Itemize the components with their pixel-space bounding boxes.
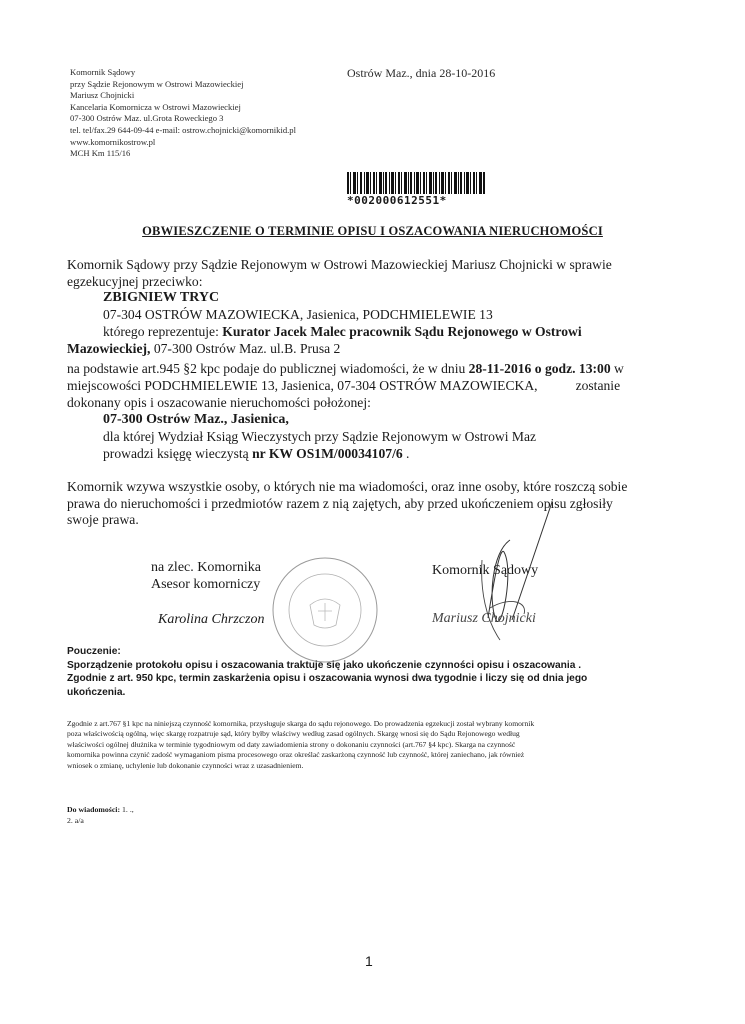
call-line: prawa do nieruchomości i przedmiotów razem z nią zajętych, aby przed ukończeniem opisu zgłosiły [67, 495, 613, 511]
rep-prefix: którego reprezentuje: [103, 324, 223, 339]
sender-line: tel. tel/fax.29 644-09-44 e-mail: ostrow.chojnicki@komornikid.pl [70, 124, 296, 135]
intro-line: egzekucyjnej przeciwko: [67, 273, 203, 289]
instructions-line: ukończenia. [67, 686, 126, 698]
document-title: OBWIESZCZENIE O TERMINIE OPISU I OSZACOWANIA NIERUCHOMOŚCI [142, 224, 603, 238]
distribution-list [67, 804, 134, 826]
sender-line: przy Sądzie Rejonowym w Ostrowi Mazowieckiej [70, 78, 244, 89]
sender-line: www.komornikostrow.pl [70, 136, 156, 147]
handwritten-signature [440, 500, 560, 660]
kw-number: nr KW OS1M/00034107/6 [252, 446, 403, 461]
bailiff-title: Komornik Sądowy [432, 563, 539, 578]
rep-address: 07-300 Ostrów Maz. ul.B. Prusa 2 [150, 341, 341, 356]
debtor-address: 07-304 OSTRÓW MAZOWIECKA, Jasienica, PODCHMIELEWIE 13 [103, 307, 493, 322]
signatory-role: na zlec. Komornika [151, 560, 262, 575]
call-paragraph [67, 479, 677, 529]
notice-line-3: dokonany opis i oszacowanie nieruchomości położonej: [67, 395, 371, 410]
notice-line-2 [67, 378, 677, 395]
bailiff-name: Mariusz Chojnicki [432, 611, 536, 626]
fine-print-line: poza właściwością ogólną, więc skargę rozpatruje sąd, który byłby właściwy według zasad ogólnych. Skargę wnosi się do Sądu Rejonowego według [67, 729, 520, 739]
sender-line: Mariusz Chojnicki [70, 90, 135, 101]
left-signatory-name: Karolina Chrzczon [158, 612, 265, 627]
notice-text: miejscowości PODCHMIELEWIE 13, Jasienica, 07-304 OSTRÓW MAZOWIECKA, [67, 378, 538, 393]
property-location: 07-300 Ostrów Maz., Jasienica, [103, 412, 289, 427]
intro-line: Komornik Sądowy przy Sądzie Rejonowym w Ostrowi Mazowieckiej Mariusz Chojnicki w sprawie [67, 257, 612, 272]
land-register-line: dla której Wydział Ksiąg Wieczystych przy Sądzie Rejonowym w Ostrowi Maz [103, 429, 537, 444]
left-signature-role [151, 560, 261, 593]
call-line: Komornik wzywa wszystkie osoby, o których nie ma wiadomości, oraz inne osoby, które roszczą sobie [67, 479, 628, 494]
notice-text: w [610, 361, 624, 376]
signatory-position: Asesor komorniczy [151, 576, 261, 592]
case-number: MCH Km 115/16 [70, 148, 131, 159]
distribution-item: 1. ., [122, 805, 134, 814]
fine-print-line: Zgodnie z art.767 §1 kpc na niniejszą czynność komornika, przysługuje skarga do sądu rejonowego. Do prowadzenia egzekucji został wybrany komornik [67, 719, 535, 728]
kw-prefix: prowadzi księgę wieczystą [103, 446, 253, 461]
inspection-datetime: 28-11-2016 o godz. 13:00 [468, 361, 611, 376]
notice-line-1 [67, 361, 677, 378]
representative-line [103, 324, 582, 341]
instructions-line: Sporządzenie protokołu opisu i oszacowania traktuje się jako ukończenie czynności opisu i oszacowania . [67, 659, 582, 671]
distribution-heading [67, 804, 134, 815]
fine-print-line: właściwości ogólnej dłużnika w terminie tygodniowym od daty zawiadomienia strony o dokonaniu czynności (art.767 §4 kpc). Skarga na czynność [67, 739, 516, 749]
rep-cont-bold: Mazowieckiej, [67, 341, 151, 356]
distribution-heading-text: Do wiadomości: [67, 805, 121, 814]
notice-text: na podstawie art.945 §2 kpc podaje do publicznej wiadomości, że w dniu [67, 361, 469, 376]
rep-name: Kurator Jacek Malec pracownik Sądu Rejonowego w Ostrowi [222, 324, 582, 339]
page-number: 1 [365, 953, 373, 969]
kw-suffix: . [402, 446, 410, 461]
sender-line: Komornik Sądowy [70, 67, 136, 77]
legal-fine-print [67, 719, 679, 771]
sender-line: Kancelaria Komornicza w Ostrowi Mazowieckiej [70, 101, 241, 112]
sender-block [70, 67, 296, 160]
instructions-heading: Pouczenie: [67, 646, 121, 657]
sender-line: 07-300 Ostrów Maz. ul.Grota Roweckiego 3 [70, 113, 224, 124]
call-line: swoje prawa. [67, 512, 139, 528]
fine-print-line: komornika powinna czynić zadość wymaganiom pisma procesowego oraz określać zaskarżoną czynność lub czynność, której zaniechano, jak również [67, 750, 525, 760]
instructions-line: Zgodnie z art. 950 kpc, termin zaskarżenia opisu i oszacowania wynosi dwa tygodnie i liczy się od dnia jego [67, 673, 588, 684]
document-date: Ostrów Maz., dnia 28-10-2016 [347, 66, 496, 80]
fine-print-line: wniosek o zmianę, uchylenie lub dokonanie czynności wraz z uzasadnieniem. [67, 760, 304, 770]
distribution-item: 2. a/a [67, 816, 84, 825]
instructions-block [67, 645, 707, 699]
intro-paragraph [67, 257, 677, 290]
debtor-name: ZBIGNIEW TRYC [103, 290, 220, 305]
kw-number-line [103, 446, 409, 463]
representative-cont [67, 341, 340, 358]
notice-text: zostanie [575, 378, 621, 393]
barcode-number: *002000612551* [347, 194, 489, 207]
